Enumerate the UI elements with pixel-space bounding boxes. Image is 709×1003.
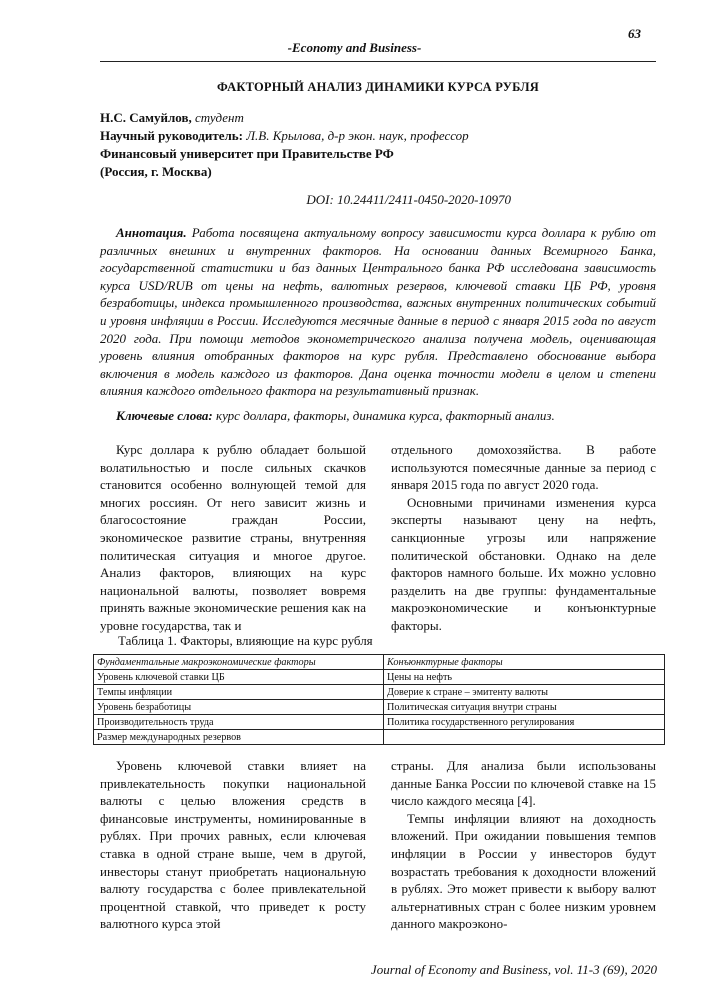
table-cell: Производительность труда: [94, 715, 384, 730]
page-number: 63: [628, 26, 641, 41]
header-rule: [100, 61, 656, 62]
author-name: Н.С. Самуйлов,: [100, 110, 192, 125]
table-row: [94, 670, 665, 685]
table-header-row: [94, 655, 665, 670]
article-title: ФАКТОРНЫЙ АНАЛИЗ ДИНАМИКИ КУРСА РУБЛЯ: [217, 80, 539, 94]
table-row: [94, 700, 665, 715]
doi: DOI: 10.24411/2411-0450-2020-10970: [306, 192, 511, 207]
table-cell: Доверие к стране – эмитенту валюты: [384, 685, 665, 700]
abstract-label: Аннотация.: [116, 225, 187, 240]
table-row: [94, 715, 665, 730]
table-cell: Цены на нефть: [384, 670, 665, 685]
table-cell: Уровень ключевой ставки ЦБ: [94, 670, 384, 685]
journal-footer: Journal of Economy and Business, vol. 11-3 (69), 2020: [370, 962, 657, 977]
abstract: [100, 224, 656, 400]
keywords: [100, 408, 656, 424]
body-paragraph: отдельного домохозяйства. В работе используются помесячные данные за период с января 2015 года по август 2020 года.: [391, 442, 656, 493]
factors-table: [93, 654, 665, 745]
table-cell: Темпы инфляции: [94, 685, 384, 700]
table-cell: [384, 730, 665, 745]
table-cell: Уровень безработицы: [94, 700, 384, 715]
journal-section-header: -Economy and Business-: [287, 40, 422, 55]
body-paragraph: Темпы инфляции влияют на доходность вложений. При ожидании повышения темпов инфляции в России у инвесторов будут возрастать требования к доходности вложений в рублях. Это может привести к выбору валют альтернативных стран с более низким уровнем данного макроэконо-: [391, 810, 656, 932]
table-row: [94, 685, 665, 700]
body-bottom-right-column: [391, 757, 656, 933]
author-line: [100, 109, 244, 127]
author-role: студент: [194, 110, 244, 125]
body-top-left-column: [100, 441, 366, 635]
table-header-cell: Конъюнктурные факторы: [384, 655, 665, 670]
keywords-label: Ключевые слова:: [116, 408, 213, 423]
body-bottom-left-column: [100, 757, 366, 933]
affiliation-university: Финансовый университет при Правительстве РФ: [100, 146, 394, 161]
table-caption: Таблица 1. Факторы, влияющие на курс рубля: [118, 633, 373, 648]
body-paragraph: Уровень ключевой ставки влияет на привлекательность покупки национальной валюты с целью вложения средств в финансовые инструменты, номинированные в рублях. При прочих равных, если ключевая ставка в одной стране выше, чем в другой, инвесторы станут приобретать национальную валюту государства с более привлекательной процентной ставкой, что приведет к росту валютного курса этой: [100, 758, 366, 932]
affiliation-location: (Россия, г. Москва): [100, 164, 212, 179]
advisor-label: Научный руководитель:: [100, 128, 243, 143]
table-cell: Размер международных резервов: [94, 730, 384, 745]
table-header-cell: Фундаментальные макроэкономические факторы: [94, 655, 384, 670]
body-paragraph: страны. Для анализа были использованы данные Банка России по ключевой ставке на 15 число каждого месяца [4].: [391, 758, 656, 809]
table-cell: Политическая ситуация внутри страны: [384, 700, 665, 715]
abstract-text: Работа посвящена актуальному вопросу зависимости курса доллара к рублю от различных внешних и внутренних факторов. На основании данных Всемирного Банка, государственной статистики и баз данных Центрального банка РФ исследована зависимость курса USD/RUB от цены на нефть, валютных резервов, ключевой ставки ЦБ РФ, уровня безработицы, индекса промышленного производства, важных внутренних политических событий и уровня инфляции в России. Исследуются месячные данные в период с января 2015 года по август 2020 года. При помощи методов эконометрического анализа получена модель, оценивающая уровень влияния отобранных факторов на курс рубля. Представлено обоснование выбора включения в модель каждого из факторов. Дана оценка точности модели в целом и степени влияния каждого отдельного фактора на результативный признак.: [100, 225, 656, 399]
table-cell: Политика государственного регулирования: [384, 715, 665, 730]
body-paragraph: Основными причинами изменения курса эксперты называют цену на нефть, санкционные угрозы или напряжение политической обстановки. Однако на деле факторов намного больше. Их можно условно разделить на две группы: фундаментальные макроэкономические и конъюнктурные факторы.: [391, 494, 656, 633]
keywords-text: курс доллара, факторы, динамика курса, факторный анализ.: [216, 408, 555, 423]
advisor-value: Л.В. Крылова, д-р экон. наук, профессор: [246, 128, 469, 143]
advisor-line: [100, 127, 469, 145]
table-row: [94, 730, 665, 745]
body-top-right-column: [391, 441, 656, 635]
body-paragraph: Курс доллара к рублю обладает большой волатильностью и после сильных скачков становится особенно волнующей темой для многих россиян. От него зависит жизнь и благосостояние граждан России, экономическое развитие страны, внутренняя политическая ситуация и многое другое. Анализ факторов, влияющих на курс национальной валюты, позволяет вовремя принять важные экономические решения как на уровне государства, так и: [100, 442, 366, 633]
